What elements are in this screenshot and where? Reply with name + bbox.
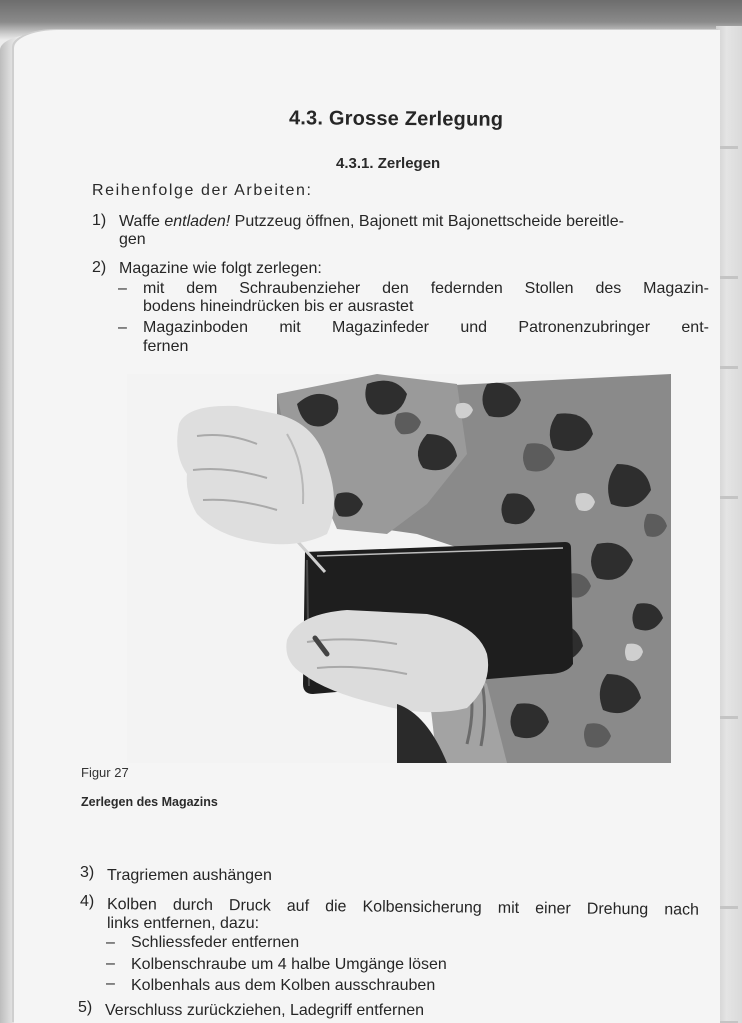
step-4-bullet-1: Schliessfeder entfernen [131, 934, 300, 951]
step-number: 2) [92, 259, 107, 276]
word: Patronenzubringer [518, 319, 651, 336]
section-title: 4.3. Grosse Zerlegung [288, 107, 504, 131]
word: den [382, 280, 409, 297]
bullet-dash: – [106, 955, 115, 972]
word: Kolbensicherung [362, 898, 482, 917]
word: Druck [228, 897, 271, 915]
step-5-text: Verschluss zurückziehen, Ladegriff entfernen [105, 1002, 425, 1019]
step-number: 5) [78, 999, 93, 1016]
word: die [325, 898, 347, 916]
word: Magazin- [643, 280, 709, 297]
step-2-text: Magazine wie folgt zerlegen: [119, 260, 322, 277]
step-1-text-b: Putzzeug öffnen, Bajonett mit Bajonettscheide bereitle- [230, 213, 624, 230]
word: mit [143, 280, 165, 297]
word: federnden [430, 280, 503, 297]
step-1-emphasis: entladen! [164, 213, 231, 230]
subsection-title: 4.3.1. Zerlegen [336, 155, 441, 172]
step-number: 1) [92, 212, 107, 229]
step-number: 3) [80, 864, 95, 881]
word: und [460, 319, 488, 336]
step-2-bullet-1 [143, 279, 709, 298]
step-1-text-a: Waffe [119, 213, 165, 230]
step-4-bullet-3: Kolbenhals aus dem Kolben ausschrauben [131, 977, 436, 994]
step-2-bullet-2-continuation: fernen [143, 338, 189, 355]
step-1-continuation: gen [119, 231, 146, 248]
step-number: 4) [80, 893, 95, 910]
word: nach [664, 901, 700, 919]
word: Schraubenzieher [239, 280, 361, 297]
figure-caption: Zerlegen des Magazins [81, 795, 218, 809]
step-4-bullet-2: Kolbenschraube um 4 halbe Umgänge lösen [131, 956, 447, 973]
bullet-dash: – [118, 280, 127, 297]
sequence-heading: Reihenfolge der Arbeiten: [92, 182, 313, 199]
figure-illustration [127, 374, 671, 763]
step-2-bullet-1-continuation: bodens hineindrücken bis er ausrastet [143, 298, 414, 315]
word: des [595, 280, 622, 297]
word: mit [279, 319, 301, 336]
word: Stollen [524, 280, 574, 297]
step-4-continuation: links entfernen, dazu: [107, 915, 260, 932]
step-3-text: Tragriemen aushängen [107, 867, 272, 884]
word: Magazinfeder [332, 319, 429, 336]
word: Kolben [106, 896, 157, 914]
word: ent- [681, 319, 709, 336]
bullet-dash: – [118, 319, 127, 336]
word: Drehung [586, 900, 649, 919]
step-2-bullet-2 [143, 318, 709, 337]
bullet-dash: – [106, 975, 115, 992]
step-1-text [119, 212, 624, 231]
word: auf [286, 897, 310, 915]
word: Magazinboden [143, 319, 248, 336]
figure-photo [127, 374, 671, 763]
word: durch [172, 896, 213, 915]
word: mit [497, 899, 520, 917]
word: einer [535, 900, 571, 918]
word: dem [186, 280, 218, 297]
bullet-dash: – [106, 934, 115, 951]
figure-label: Figur 27 [81, 765, 129, 780]
